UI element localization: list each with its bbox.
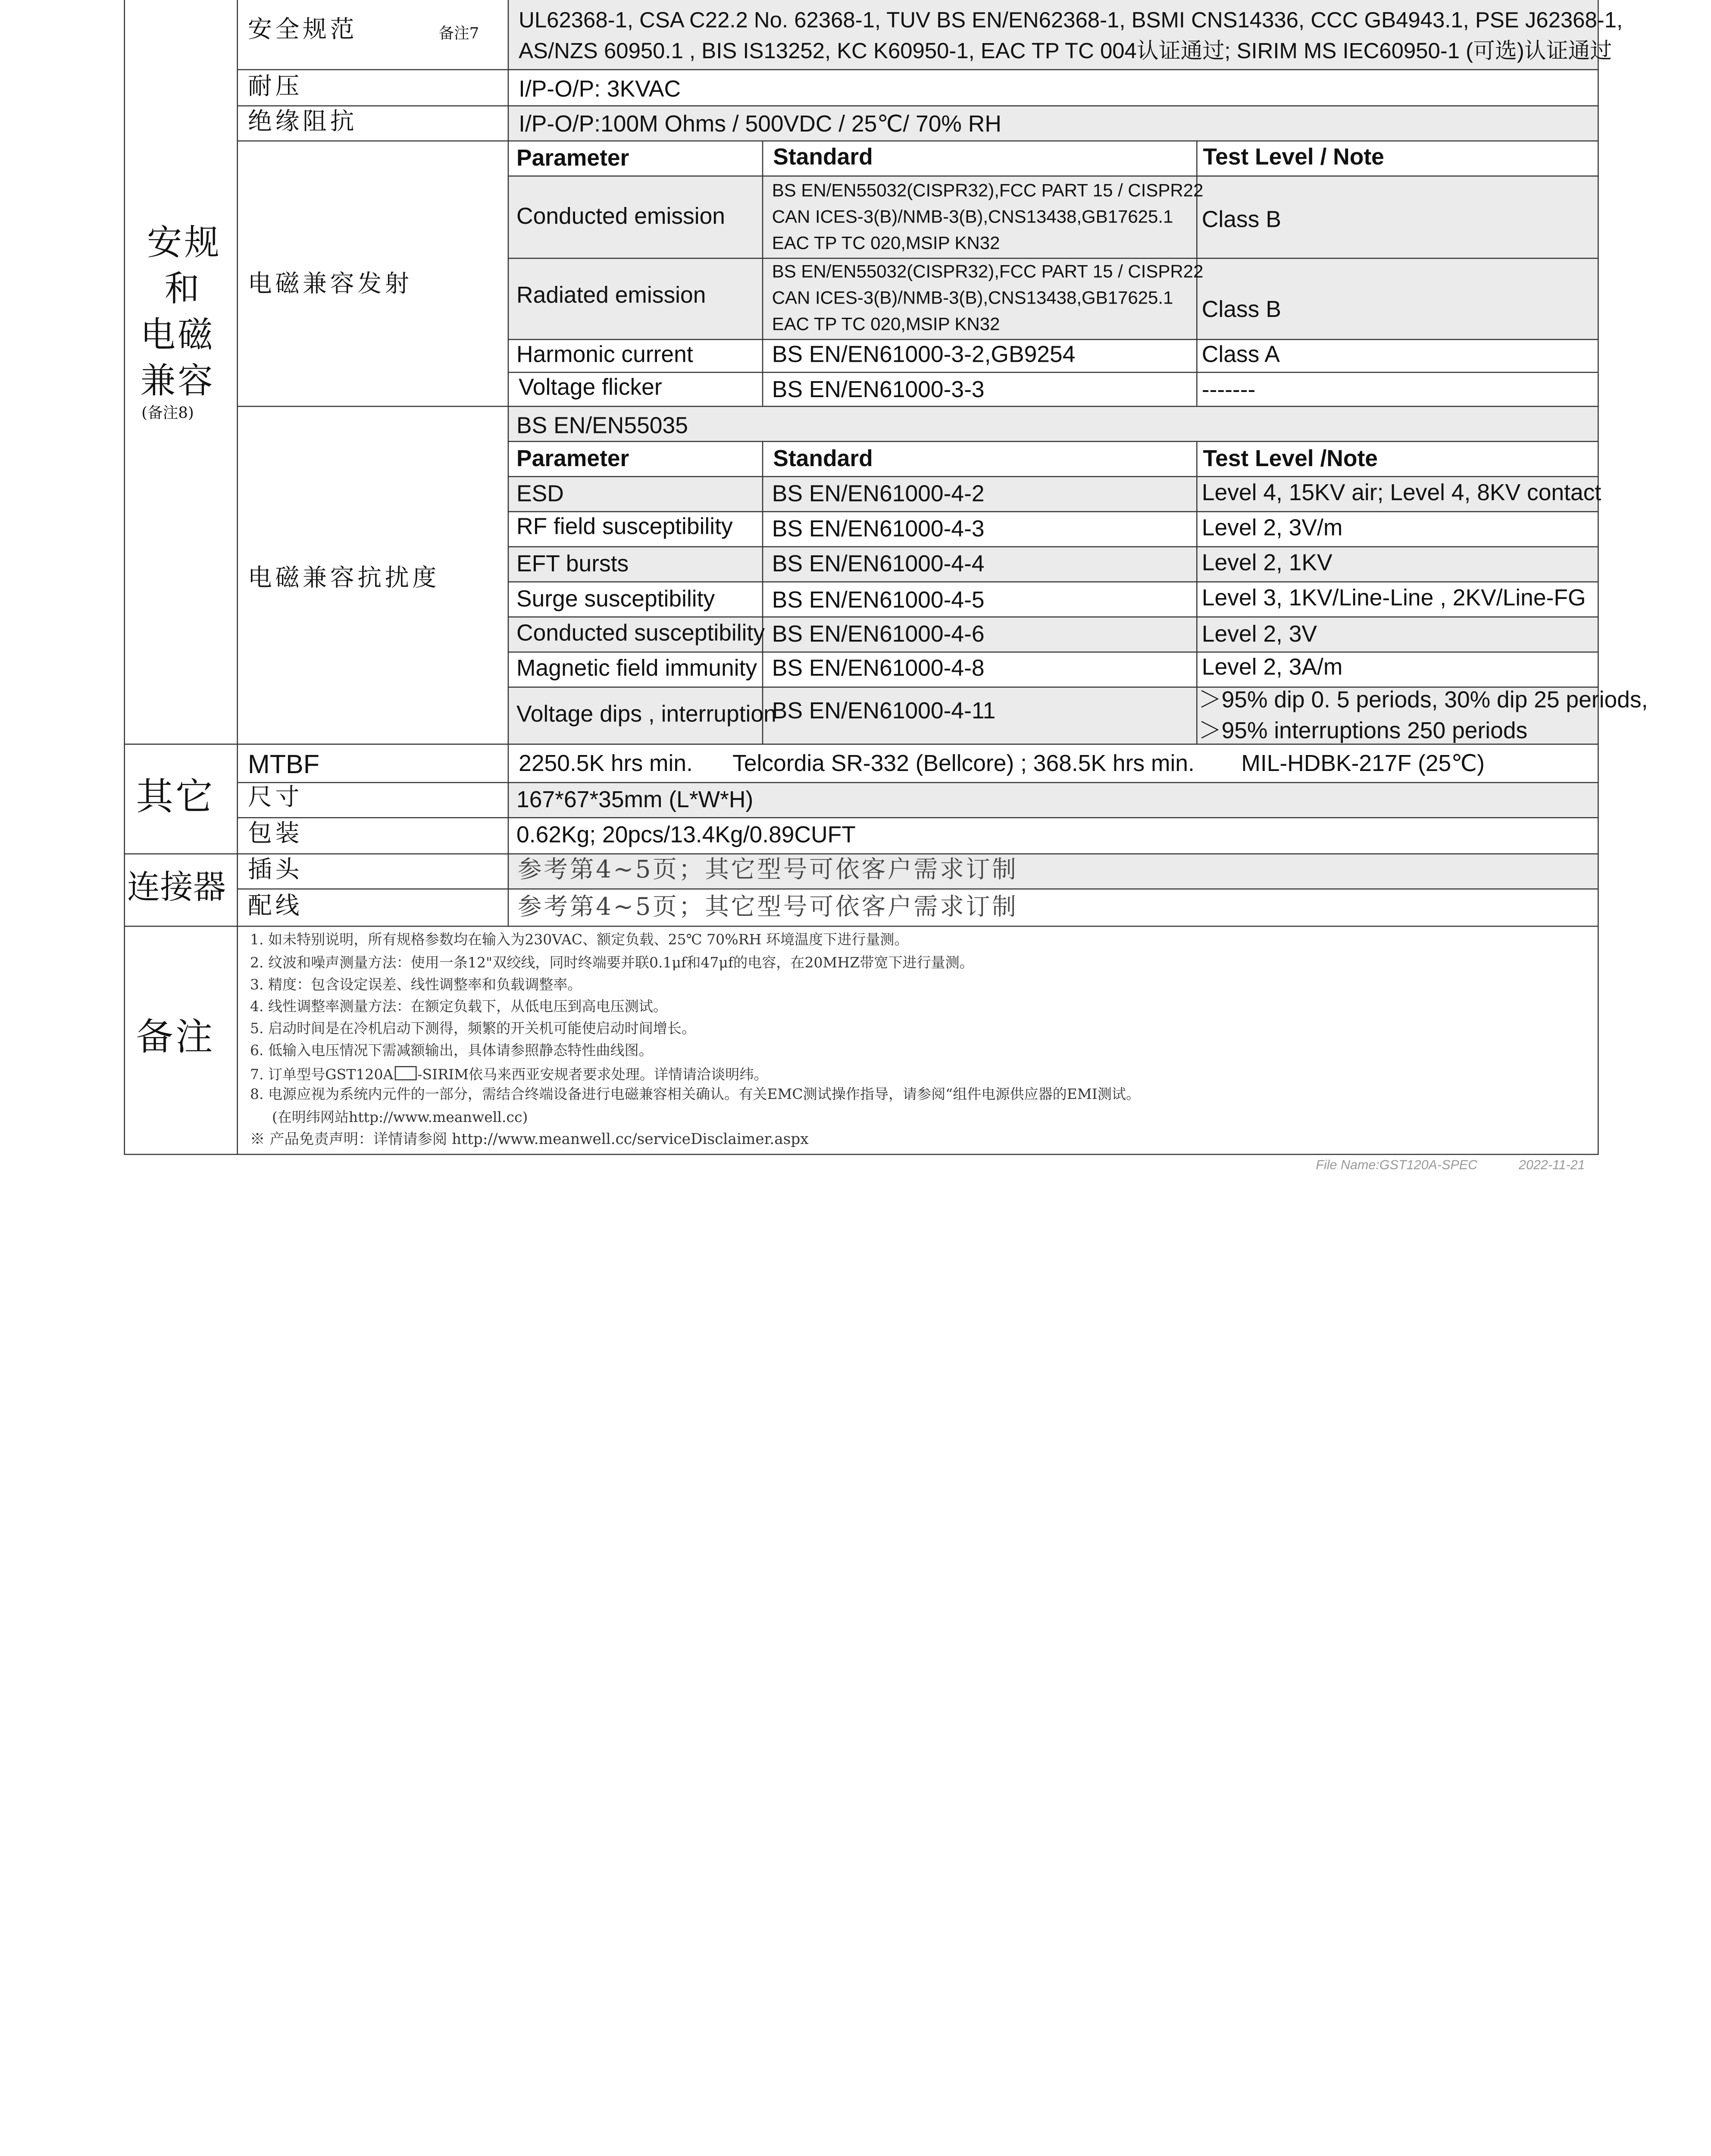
emission-header-parameter: Parameter (516, 146, 629, 171)
immunity-header-parameter: Parameter (516, 446, 629, 472)
emission-std-conducted-2: CAN ICES-3(B)/NMB-3(B),CNS13438,GB17625.1 (772, 207, 1173, 227)
category-others: 其它 (136, 775, 215, 820)
category-connector: 连接器 (127, 868, 226, 907)
model-placeholder-box (394, 1066, 416, 1080)
dimension-value: 167*67*35mm (L*W*H) (516, 787, 754, 813)
immunity-param-esd: ESD (516, 481, 564, 507)
emission-level-harmonic: Class A (1201, 342, 1280, 368)
mtbf-value-2: Telcordia SR-332 (Bellcore) ; 368.5K hrs min. (732, 751, 1195, 777)
immunity-level-cs: Level 2, 3V (1201, 622, 1317, 647)
note-line-5: 5. 启动时间是在冷机启动下测得，频繁的开关机可能使启动时间增长。 (250, 1021, 696, 1038)
packing-value: 0.62Kg; 20pcs/13.4Kg/0.89CUFT (516, 822, 856, 848)
immunity-std-dips: BS EN/EN61000-4-11 (772, 699, 996, 724)
category-safety-1: 安规 (147, 221, 222, 263)
immunity-header-standard: Standard (773, 446, 873, 472)
note-line-4: 4. 线性调整率测量方法：在额定负载下，从低电压到高电压测试。 (250, 999, 667, 1016)
emc-emission-label: 电磁兼容发射 (247, 271, 413, 298)
immunity-standard-title: BS EN/EN55035 (516, 413, 688, 439)
emission-param-conducted: Conducted emission (516, 204, 726, 229)
safety-standards-line2: AS/NZS 60950.1 , BIS IS13252, KC K60950-1, EAC TP TC 004认证通过; SIRIM MS IEC60950-1 (可选)认证通过 (519, 39, 1612, 64)
emission-param-flicker: Voltage flicker (519, 375, 662, 401)
category-safety-3: 电磁 (140, 313, 215, 356)
category-safety-note: (备注8) (141, 404, 194, 423)
immunity-param-rf: RF field susceptibility (516, 514, 733, 540)
emission-std-radiated-3: EAC TP TC 020,MSIP KN32 (772, 315, 1000, 335)
emission-std-flicker: BS EN/EN61000-3-3 (772, 377, 985, 403)
immunity-level-eft: Level 2, 1KV (1201, 550, 1333, 576)
row-shade-eft (508, 546, 1598, 581)
immunity-std-surge: BS EN/EN61000-4-5 (772, 588, 985, 613)
category-notes: 备注 (136, 1015, 215, 1060)
immunity-std-magnetic: BS EN/EN61000-4-8 (772, 656, 985, 681)
immunity-param-magnetic: Magnetic field immunity (516, 656, 757, 681)
note-line-6: 6. 低输入电压情况下需减额输出，具体请参照静态特性曲线图。 (250, 1043, 653, 1060)
note-line-8: 8. 电源应视为系统内元件的一部分，需结合终端设备进行电磁兼容相关确认。有关EMC测试操作指导，请参阅“组件电源供应器的EMI测试。 (250, 1087, 1141, 1103)
category-safety-2: 和 (164, 267, 200, 310)
immunity-level-magnetic: Level 2, 3A/m (1201, 655, 1343, 680)
immunity-param-surge: Surge susceptibility (516, 586, 715, 612)
emission-std-radiated-1: BS EN/EN55032(CISPR32),FCC PART 15 / CISPR22 (772, 262, 1204, 282)
safety-standards-label: 安全规范 (247, 16, 358, 44)
emission-std-conducted-1: BS EN/EN55032(CISPR32),FCC PART 15 / CISPR22 (772, 181, 1204, 201)
immunity-level-rf: Level 2, 3V/m (1201, 515, 1343, 541)
note-line-1: 1. 如未特别说明，所有规格参数均在输入为230VAC、额定负载、25℃ 70%RH 环境温度下进行量测。 (250, 932, 909, 949)
disclaimer-line: ※ 产品免责声明：详情请参阅 http://www.meanwell.cc/serviceDisclaimer.aspx (250, 1131, 809, 1149)
note-line-2: 2. 纹波和噪声测量方法：使用一条12"双绞线，同时终端要并联0.1μf和47μf的电容，在20MHZ带宽下进行量测。 (250, 955, 974, 972)
wire-value: 参考第4~5页；其它型号可依客户需求订制 (517, 894, 1018, 921)
immunity-level-surge: Level 3, 1KV/Line-Line , 2KV/Line-FG (1201, 586, 1586, 611)
immunity-param-eft: EFT bursts (516, 552, 629, 577)
dimension-label: 尺寸 (247, 784, 303, 812)
note-line-7-prefix: 7. 订单型号GST120A (250, 1067, 394, 1084)
footer-file-name: File Name:GST120A-SPEC (1316, 1157, 1478, 1173)
category-safety-4: 兼容 (140, 360, 215, 401)
immunity-param-cs: Conducted susceptibility (516, 620, 765, 646)
immunity-level-esd: Level 4, 15KV air; Level 4, 8KV contact (1201, 480, 1602, 506)
emission-level-conducted: Class B (1201, 207, 1281, 233)
immunity-param-dips: Voltage dips , interruption (516, 702, 776, 727)
isolation-resistance-label: 绝缘阻抗 (247, 108, 358, 136)
withstand-voltage-value: I/P-O/P: 3KVAC (519, 77, 681, 102)
immunity-std-eft: BS EN/EN61000-4-4 (772, 552, 985, 577)
wire-label: 配线 (247, 893, 303, 921)
emission-param-radiated: Radiated emission (516, 283, 706, 308)
emission-std-harmonic: BS EN/EN61000-3-2,GB9254 (772, 342, 1076, 368)
withstand-voltage-label: 耐压 (247, 73, 303, 101)
emission-param-harmonic: Harmonic current (516, 342, 693, 368)
note-line-8-website: (在明纬网站http://www.meanwell.cc) (272, 1110, 528, 1127)
footer-date: 2022-11-21 (1518, 1157, 1585, 1173)
mtbf-value-1: 2250.5K hrs min. (519, 751, 693, 777)
safety-note-ref: 备注7 (438, 25, 479, 43)
emc-immunity-label: 电磁兼容抗扰度 (247, 564, 440, 592)
emission-std-conducted-3: EAC TP TC 020,MSIP KN32 (772, 233, 1000, 254)
immunity-std-rf: BS EN/EN61000-4-3 (772, 517, 985, 542)
immunity-level-dips-2: ＞95% interruptions 250 periods (1198, 718, 1528, 744)
emission-level-flicker: ------- (1201, 377, 1256, 403)
isolation-resistance-value: I/P-O/P:100M Ohms / 500VDC / 25℃/ 70% RH (519, 112, 1001, 137)
mtbf-value-3: MIL-HDBK-217F (25℃) (1241, 751, 1485, 777)
immunity-std-cs: BS EN/EN61000-4-6 (772, 622, 985, 647)
note-line-7 (250, 1066, 768, 1082)
emission-level-radiated: Class B (1201, 297, 1281, 323)
safety-standards-line1: UL62368-1, CSA C22.2 No. 62368-1, TUV BS EN/EN62368-1, BSMI CNS14336, CCC GB4943.1, PSE J62368-1, (519, 9, 1623, 33)
emission-std-radiated-2: CAN ICES-3(B)/NMB-3(B),CNS13438,GB17625.1 (772, 288, 1173, 308)
emission-header-test-level: Test Level / Note (1203, 144, 1384, 170)
plug-value: 参考第4~5页；其它型号可依客户需求订制 (517, 856, 1018, 884)
mtbf-label: MTBF (247, 750, 320, 780)
immunity-header-test-level: Test Level /Note (1203, 446, 1378, 472)
note-line-3: 3. 精度：包含设定误差、线性调整率和负载调整率。 (250, 977, 582, 994)
plug-label: 插头 (247, 856, 303, 884)
immunity-level-dips-1: ＞95% dip 0. 5 periods, 30% dip 25 periods, (1198, 687, 1648, 713)
emission-header-standard: Standard (773, 144, 873, 170)
packing-label: 包装 (247, 820, 303, 848)
note-line-7-suffix: -SIRIM依马来西亚安规者要求处理。详情请洽谈明纬。 (417, 1067, 768, 1084)
immunity-std-esd: BS EN/EN61000-4-2 (772, 481, 985, 507)
